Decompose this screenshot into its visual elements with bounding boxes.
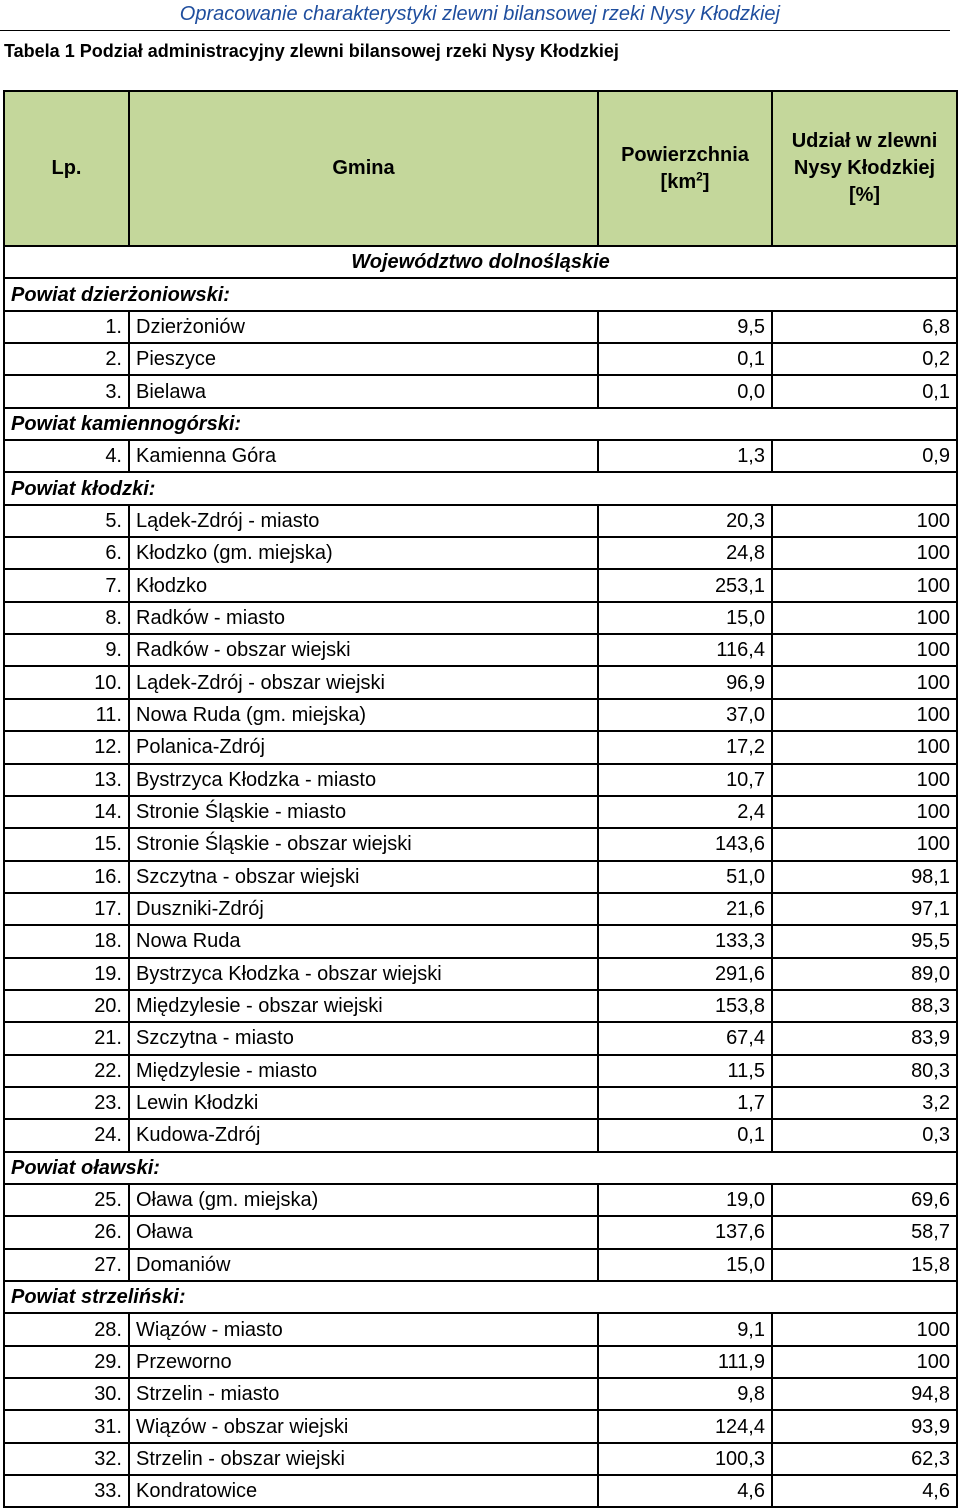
cell-lp: 28. bbox=[4, 1313, 129, 1345]
cell-area: 96,9 bbox=[598, 666, 772, 698]
cell-area: 137,6 bbox=[598, 1216, 772, 1248]
cell-gmina: Radków - obszar wiejski bbox=[129, 634, 598, 666]
cell-share: 58,7 bbox=[772, 1216, 957, 1248]
cell-lp: 11. bbox=[4, 699, 129, 731]
table-row bbox=[4, 731, 957, 763]
cell-area: 4,6 bbox=[598, 1475, 772, 1507]
cell-gmina: Domaniów bbox=[129, 1249, 598, 1281]
cell-share: 100 bbox=[772, 602, 957, 634]
cell-share: 0,2 bbox=[772, 343, 957, 375]
cell-lp: 26. bbox=[4, 1216, 129, 1248]
cell-area: 116,4 bbox=[598, 634, 772, 666]
cell-share: 97,1 bbox=[772, 893, 957, 925]
table-row bbox=[4, 1313, 957, 1345]
cell-gmina: Lądek-Zdrój - miasto bbox=[129, 505, 598, 537]
table-row bbox=[4, 764, 957, 796]
cell-gmina: Kłodzko bbox=[129, 569, 598, 601]
table-row bbox=[4, 440, 957, 472]
cell-area: 67,4 bbox=[598, 1022, 772, 1054]
cell-lp: 30. bbox=[4, 1378, 129, 1410]
table-row bbox=[4, 958, 957, 990]
cell-area: 21,6 bbox=[598, 893, 772, 925]
table-row bbox=[4, 602, 957, 634]
cell-gmina: Wiązów - miasto bbox=[129, 1313, 598, 1345]
cell-area: 2,4 bbox=[598, 796, 772, 828]
table-row bbox=[4, 1216, 957, 1248]
cell-lp: 10. bbox=[4, 666, 129, 698]
cell-area: 1,7 bbox=[598, 1087, 772, 1119]
cell-share: 6,8 bbox=[772, 311, 957, 343]
cell-gmina: Bielawa bbox=[129, 375, 598, 407]
group-row bbox=[4, 278, 957, 310]
cell-area: 253,1 bbox=[598, 569, 772, 601]
cell-gmina: Lądek-Zdrój - obszar wiejski bbox=[129, 666, 598, 698]
table-row bbox=[4, 1087, 957, 1119]
table-row bbox=[4, 925, 957, 957]
cell-lp: 2. bbox=[4, 343, 129, 375]
table-row bbox=[4, 1346, 957, 1378]
cell-lp: 13. bbox=[4, 764, 129, 796]
group-title: Powiat oławski: bbox=[4, 1152, 957, 1184]
cell-area: 9,1 bbox=[598, 1313, 772, 1345]
cell-share: 0,1 bbox=[772, 375, 957, 407]
cell-gmina: Bystrzyca Kłodzka - miasto bbox=[129, 764, 598, 796]
cell-lp: 12. bbox=[4, 731, 129, 763]
column-header-gmina: Gmina bbox=[129, 91, 598, 246]
cell-share: 100 bbox=[772, 731, 957, 763]
table-row bbox=[4, 1410, 957, 1442]
group-row bbox=[4, 1152, 957, 1184]
cell-gmina: Kudowa-Zdrój bbox=[129, 1119, 598, 1151]
cell-area: 20,3 bbox=[598, 505, 772, 537]
table-row bbox=[4, 893, 957, 925]
table-row bbox=[4, 796, 957, 828]
cell-area: 11,5 bbox=[598, 1055, 772, 1087]
cell-lp: 24. bbox=[4, 1119, 129, 1151]
cell-lp: 29. bbox=[4, 1346, 129, 1378]
table-row bbox=[4, 666, 957, 698]
cell-share: 69,6 bbox=[772, 1184, 957, 1216]
cell-lp: 25. bbox=[4, 1184, 129, 1216]
cell-lp: 7. bbox=[4, 569, 129, 601]
cell-lp: 32. bbox=[4, 1443, 129, 1475]
cell-share: 100 bbox=[772, 699, 957, 731]
cell-share: 88,3 bbox=[772, 990, 957, 1022]
cell-lp: 8. bbox=[4, 602, 129, 634]
administrative-division-table bbox=[3, 90, 958, 1508]
cell-area: 15,0 bbox=[598, 602, 772, 634]
cell-lp: 3. bbox=[4, 375, 129, 407]
cell-lp: 17. bbox=[4, 893, 129, 925]
cell-area: 17,2 bbox=[598, 731, 772, 763]
cell-area: 291,6 bbox=[598, 958, 772, 990]
cell-gmina: Międzylesie - miasto bbox=[129, 1055, 598, 1087]
cell-gmina: Wiązów - obszar wiejski bbox=[129, 1410, 598, 1442]
cell-lp: 19. bbox=[4, 958, 129, 990]
cell-area: 19,0 bbox=[598, 1184, 772, 1216]
cell-area: 51,0 bbox=[598, 861, 772, 893]
cell-area: 37,0 bbox=[598, 699, 772, 731]
cell-gmina: Szczytna - miasto bbox=[129, 1022, 598, 1054]
running-title: Opracowanie charakterystyki zlewni bilansowej rzeki Nysy Kłodzkiej bbox=[179, 3, 780, 25]
table-header-row bbox=[4, 91, 957, 246]
cell-area: 1,3 bbox=[598, 440, 772, 472]
cell-lp: 1. bbox=[4, 311, 129, 343]
table-row bbox=[4, 375, 957, 407]
cell-share: 100 bbox=[772, 569, 957, 601]
table-body bbox=[4, 246, 957, 1507]
table-row bbox=[4, 990, 957, 1022]
cell-gmina: Kondratowice bbox=[129, 1475, 598, 1507]
column-header-lp: Lp. bbox=[4, 91, 129, 246]
cell-share: 4,6 bbox=[772, 1475, 957, 1507]
table-row bbox=[4, 537, 957, 569]
cell-share: 62,3 bbox=[772, 1443, 957, 1475]
table-row bbox=[4, 1249, 957, 1281]
table-row bbox=[4, 861, 957, 893]
table-row bbox=[4, 1443, 957, 1475]
cell-gmina: Dzierżoniów bbox=[129, 311, 598, 343]
group-row bbox=[4, 408, 957, 440]
cell-lp: 15. bbox=[4, 828, 129, 860]
cell-share: 93,9 bbox=[772, 1410, 957, 1442]
cell-gmina: Polanica-Zdrój bbox=[129, 731, 598, 763]
cell-share: 100 bbox=[772, 1346, 957, 1378]
cell-lp: 20. bbox=[4, 990, 129, 1022]
cell-gmina: Strzelin - obszar wiejski bbox=[129, 1443, 598, 1475]
cell-gmina: Oława bbox=[129, 1216, 598, 1248]
cell-area: 0,1 bbox=[598, 1119, 772, 1151]
cell-share: 89,0 bbox=[772, 958, 957, 990]
cell-lp: 21. bbox=[4, 1022, 129, 1054]
section-title: Województwo dolnośląskie bbox=[4, 246, 957, 278]
cell-gmina: Nowa Ruda (gm. miejska) bbox=[129, 699, 598, 731]
cell-area: 111,9 bbox=[598, 1346, 772, 1378]
cell-gmina: Nowa Ruda bbox=[129, 925, 598, 957]
cell-share: 100 bbox=[772, 764, 957, 796]
cell-gmina: Pieszyce bbox=[129, 343, 598, 375]
cell-share: 0,3 bbox=[772, 1119, 957, 1151]
cell-share: 94,8 bbox=[772, 1378, 957, 1410]
table-row bbox=[4, 343, 957, 375]
cell-gmina: Radków - miasto bbox=[129, 602, 598, 634]
cell-share: 100 bbox=[772, 1313, 957, 1345]
cell-share: 100 bbox=[772, 537, 957, 569]
cell-area: 100,3 bbox=[598, 1443, 772, 1475]
cell-share: 100 bbox=[772, 796, 957, 828]
group-title: Powiat strzeliński: bbox=[4, 1281, 957, 1313]
cell-share: 83,9 bbox=[772, 1022, 957, 1054]
group-row bbox=[4, 1281, 957, 1313]
cell-gmina: Międzylesie - obszar wiejski bbox=[129, 990, 598, 1022]
cell-area: 143,6 bbox=[598, 828, 772, 860]
cell-area: 15,0 bbox=[598, 1249, 772, 1281]
table-row bbox=[4, 699, 957, 731]
cell-lp: 18. bbox=[4, 925, 129, 957]
cell-share: 3,2 bbox=[772, 1087, 957, 1119]
table-row bbox=[4, 1378, 957, 1410]
cell-gmina: Przeworno bbox=[129, 1346, 598, 1378]
table-row bbox=[4, 1184, 957, 1216]
cell-area: 124,4 bbox=[598, 1410, 772, 1442]
cell-share: 0,9 bbox=[772, 440, 957, 472]
table-row bbox=[4, 634, 957, 666]
cell-lp: 6. bbox=[4, 537, 129, 569]
cell-gmina: Kłodzko (gm. miejska) bbox=[129, 537, 598, 569]
cell-lp: 16. bbox=[4, 861, 129, 893]
cell-lp: 33. bbox=[4, 1475, 129, 1507]
table-caption: Tabela 1 Podział administracyjny zlewni bilansowej rzeki Nysy Kłodzkiej bbox=[4, 41, 619, 61]
cell-area: 0,1 bbox=[598, 343, 772, 375]
cell-area: 133,3 bbox=[598, 925, 772, 957]
cell-gmina: Stronie Śląskie - miasto bbox=[129, 796, 598, 828]
cell-share: 100 bbox=[772, 666, 957, 698]
cell-area: 10,7 bbox=[598, 764, 772, 796]
group-title: Powiat kłodzki: bbox=[4, 472, 957, 504]
cell-gmina: Oława (gm. miejska) bbox=[129, 1184, 598, 1216]
cell-area: 9,8 bbox=[598, 1378, 772, 1410]
group-row bbox=[4, 472, 957, 504]
cell-lp: 31. bbox=[4, 1410, 129, 1442]
cell-lp: 27. bbox=[4, 1249, 129, 1281]
table-row bbox=[4, 1055, 957, 1087]
cell-gmina: Bystrzyca Kłodzka - obszar wiejski bbox=[129, 958, 598, 990]
group-title: Powiat kamiennogórski: bbox=[4, 408, 957, 440]
cell-share: 100 bbox=[772, 828, 957, 860]
cell-lp: 23. bbox=[4, 1087, 129, 1119]
cell-share: 100 bbox=[772, 505, 957, 537]
cell-area: 9,5 bbox=[598, 311, 772, 343]
cell-area: 24,8 bbox=[598, 537, 772, 569]
cell-share: 95,5 bbox=[772, 925, 957, 957]
cell-lp: 22. bbox=[4, 1055, 129, 1087]
table-row bbox=[4, 828, 957, 860]
section-row bbox=[4, 246, 957, 278]
cell-area: 153,8 bbox=[598, 990, 772, 1022]
running-header bbox=[0, 0, 950, 31]
cell-share: 15,8 bbox=[772, 1249, 957, 1281]
cell-gmina: Duszniki-Zdrój bbox=[129, 893, 598, 925]
table-row bbox=[4, 1119, 957, 1151]
cell-share: 80,3 bbox=[772, 1055, 957, 1087]
table-row bbox=[4, 1475, 957, 1507]
cell-lp: 4. bbox=[4, 440, 129, 472]
column-header-area: Powierzchnia $[km^2]$ bbox=[598, 91, 772, 246]
table-row bbox=[4, 569, 957, 601]
cell-gmina: Stronie Śląskie - obszar wiejski bbox=[129, 828, 598, 860]
cell-gmina: Lewin Kłodzki bbox=[129, 1087, 598, 1119]
group-title: Powiat dzierżoniowski: bbox=[4, 278, 957, 310]
cell-area: 0,0 bbox=[598, 375, 772, 407]
cell-gmina: Szczytna - obszar wiejski bbox=[129, 861, 598, 893]
table-row bbox=[4, 1022, 957, 1054]
cell-lp: 5. bbox=[4, 505, 129, 537]
cell-lp: 9. bbox=[4, 634, 129, 666]
column-header-share: Udział w zlewni Nysy Kłodzkiej [%] bbox=[772, 91, 957, 246]
cell-share: 100 bbox=[772, 634, 957, 666]
cell-gmina: Kamienna Góra bbox=[129, 440, 598, 472]
table-row bbox=[4, 505, 957, 537]
cell-share: 98,1 bbox=[772, 861, 957, 893]
cell-gmina: Strzelin - miasto bbox=[129, 1378, 598, 1410]
cell-lp: 14. bbox=[4, 796, 129, 828]
table-row bbox=[4, 311, 957, 343]
